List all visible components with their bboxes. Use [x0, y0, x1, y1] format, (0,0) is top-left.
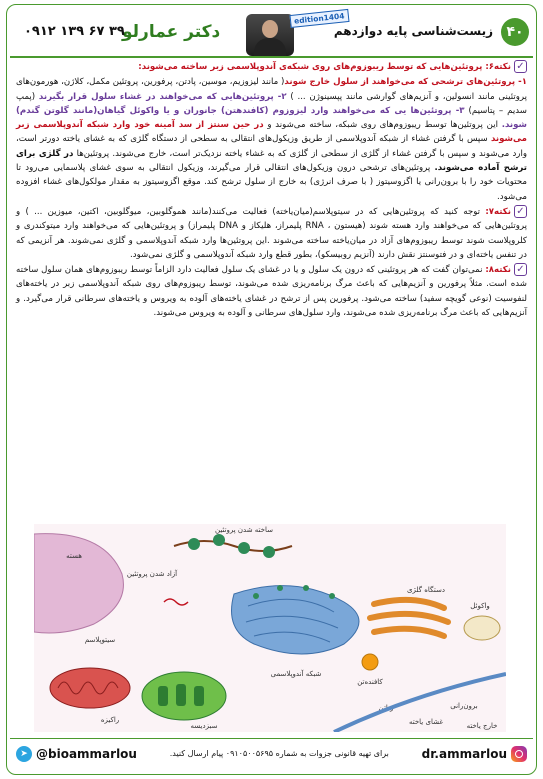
cytoplasm-label: سیتوپلاسم	[84, 636, 116, 644]
instagram-contact[interactable]	[422, 746, 527, 762]
thylakoid-stack	[194, 686, 204, 706]
note8-text: نمی‌توان گفت که هر پروتئینی که درون یک سلول و یا در غشای یک سلول فعالیت دارد الزاماً توسط ریبوزوم‌های همان سلول ساخته شده است. مثلاً پرفورین و آنزیم‌هایی که باعث مرگ برنامه‌ریزی شده می‌شوند، توسط ریبوزوم‌های روی شبکه آندوپلاسمی زبر در یاخته‌های لنفوسیت (نوعی گویچه سفید) ساخته می‌شود. پرفورین پس از ترشح در غشای یاخته‌های آلوده به ویروس و یاخته‌های سرطانی قرار می‌گیرد. و آنزیم‌هایی که باعث مرگ برنامه‌ریزی شده می‌شوند، وارد سلول‌های سرطانی و آلوده به ویروس می‌شوند.	[16, 265, 527, 319]
check-icon: ✓	[514, 60, 527, 73]
lysosome-label: کافنده‌تن	[357, 678, 383, 686]
note7	[16, 205, 527, 262]
note6-text3: پروتئین‌های ترشحی درون وزیکول‌های انتقالی قرار می‌گیرند، وزیکول انتقالی به سوی غشای پلاسمایی می‌رود تا محتویات خود را با برون‌رانی یا اگزوسیتوز ( با صرف انرژی) به خارج از سلول ترشح کند. موقع اگزوسیتوز به مقدار مولکول‌های غشاء افزوده می‌شود.	[16, 163, 527, 202]
note6-item2-text: (پمپ سدیم – پتاسیم)	[16, 91, 527, 116]
instagram-icon	[511, 746, 527, 762]
book-title: زیست‌شناسی پایه دوازدهم	[333, 24, 493, 38]
protein-making-label: ساخته شدن پروتئین	[214, 526, 274, 534]
author-photo-body	[254, 38, 286, 56]
protein-transport-diagram	[34, 524, 506, 732]
edition-badge: edition1404	[289, 9, 349, 28]
ribosome-icon	[303, 585, 309, 591]
note6-highlight: در حین سنتز از سد آمینه خود وارد شبکه آندوپلاسمی زبر می‌شوند	[16, 120, 527, 145]
page-body	[16, 60, 527, 321]
telegram-icon: ➤	[16, 746, 32, 762]
ribosome-icon	[277, 585, 283, 591]
ribosome-icon	[238, 542, 250, 554]
cell-membrane-label: غشای یاخته	[408, 718, 444, 726]
ribosome-icon	[329, 593, 335, 599]
page-header	[10, 10, 533, 58]
chloroplast-label: سبزدیسه	[190, 722, 218, 730]
author-phone: ۰۹۱۲ ۱۳۹ ۶۷ ۳۹	[24, 24, 125, 39]
page-footer	[10, 738, 533, 768]
lysosome-shape	[362, 654, 378, 670]
note7-title: نکته۷:	[485, 206, 511, 217]
author-photo	[246, 14, 294, 56]
note6-bold: در گلژی برای ترشح آماده می‌شوند.	[16, 148, 527, 174]
note6-item1-title: ۱- پروتئین‌های ترشحی که می‌خواهند از سلول خارج شوند	[284, 77, 527, 88]
ribosome-icon	[188, 538, 200, 550]
check-icon: ✓	[514, 205, 527, 218]
note7-text: توجه کنید که پروتئین‌هایی که در سیتوپلاسم(میان‌یاخته) فعالیت می‌کنند(مانند هموگلوبین، میوگلوبین، اکتین، میوزین ... ) و پروتئین‌هایی که می‌خواهند وارد هسته شوند (هیستون ، RNA پلیمراز، هلیکاز و DNA پلیمراز) و پروتئین‌هایی که می‌خواهند وارد میتوکندری و کلروپلاست شوند توسط ریبوزوم‌های آزاد در میان‌یاخته ساخته می‌شوند .این پروتئین‌ها وارد شبکه آندوپلاسمی و گلژی نمی‌شوند. هر آنزیمی که در تنفس یاخته‌ای و در فتوسنتز نقش دارند (آنزیم روبیسکو)، بطور قطع وارد شبکه آندوپلاسمی و گلژی نمی‌شود.	[16, 206, 528, 260]
note6-heading	[16, 60, 527, 74]
note6-item2-title: ۲- پروتئین‌هایی که می‌خواهند در غشاء سلول قرار بگیرند	[38, 91, 287, 102]
page-number: ۴۰	[501, 18, 529, 46]
note6-body	[16, 75, 527, 204]
chloroplast-thylakoids	[158, 684, 204, 706]
telegram-contact[interactable]	[16, 746, 137, 762]
check-icon: ✓	[514, 263, 527, 276]
author-photo-head	[262, 20, 278, 38]
ribosome-icon	[253, 593, 259, 599]
protein-release-label: آزاد شدن پروتئین	[126, 570, 178, 578]
author-name: دکتر عمارلو	[122, 22, 221, 42]
instagram-handle: dr.ammarlou	[421, 746, 507, 761]
note6-text2: سپس با گرفتن غشاء از شبکه آندوپلاسمی از طریق وزیکول‌های انتقالی به سطحی از دستگاه گلژی که به غشای یاخته دورتر است، وارد می‌شوند و سپس با گرفتن غشاء از گلژی از سطحی از گلژی که به غشاء یاخته نزدیک‌تر است، خارج می‌شوند. پروتئین‌ها	[16, 134, 527, 159]
note6-item1-text: ( مانند لیزوزیم، موسین، پادتن، پرفورین، پروتئین مکمل، کلاژن، هورمون‌های پروتئینی مانند انسولین، و آنزیم‌های گوارشی مانند پپسینوژن ... )	[16, 77, 528, 102]
ribosome-label: رناتن	[378, 704, 394, 712]
telegram-handle: @bioammarlou	[36, 746, 137, 761]
note6-item3-title: ۳- پروتئین‌ها یی که می‌خواهند وارد لیزوزوم (کافندهتن) جانوران و یا واکوئل گیاهان(مانند گلوتن گندم) شوند.	[16, 105, 527, 131]
thylakoid-stack	[158, 686, 168, 706]
note8	[16, 263, 527, 320]
note6-text1: این پروتئین‌ها توسط ریبوزوم‌های روی شبکه، ساخته می‌شوند و	[263, 120, 502, 131]
note8-title: نکته۸:	[485, 265, 511, 276]
nucleus-label: هسته	[66, 552, 82, 560]
ribosome-icon	[213, 534, 225, 546]
ribosome-icon	[263, 546, 275, 558]
exocytosis-label: برون‌رانی	[450, 702, 478, 710]
golgi-label: دستگاه گلژی	[407, 586, 445, 594]
vacuole-shape	[464, 616, 500, 640]
note6-title: نکته۶: پروتئین‌هایی که توسط ریبوزوم‌های روی شبکه‌ی آندوپلاسمی زبر ساخته می‌شوند:	[138, 62, 511, 72]
outside-cell-label: خارج یاخته	[466, 722, 498, 730]
thylakoid-stack	[176, 684, 186, 706]
footer-note: برای تهیه قانونی جزوات به شماره ۰۹۱۰۵۰۰۵۶۹۵ پیام ارسال کنید.	[169, 749, 389, 758]
er-label: شبکه آندوپلاسمی	[270, 670, 322, 678]
mitochondrion-label: راکیزه	[100, 716, 120, 724]
vacuole-label: واکوئل	[470, 602, 490, 610]
